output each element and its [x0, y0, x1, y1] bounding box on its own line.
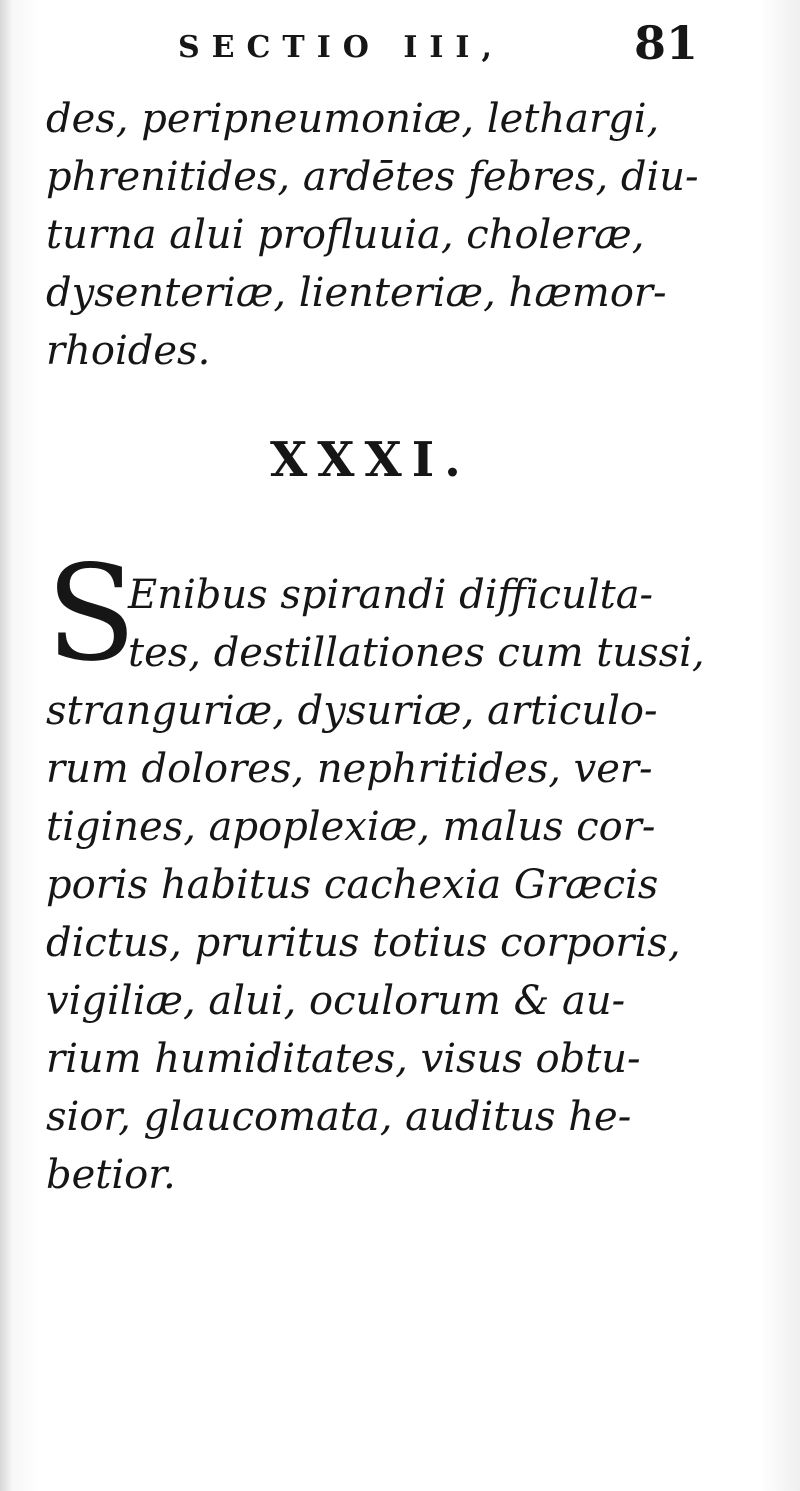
body-paragraph	[46, 566, 705, 1204]
text-line: rum dolores, nephritides, ver-	[46, 746, 653, 792]
text-line: rium humiditates, visus obtu-	[46, 1036, 641, 1082]
text-line: dysenteriæ, lienteriæ, hæmor-	[46, 270, 667, 316]
text-line: turna alui profluuia, choleræ,	[46, 212, 645, 258]
text-line: betior.	[46, 1152, 176, 1198]
text-line: vigiliæ, alui, oculorum & au-	[46, 978, 626, 1024]
top-paragraph	[46, 90, 699, 380]
text-line: rhoides.	[46, 328, 211, 374]
text-line: tigines, apoplexiæ, malus cor-	[46, 804, 656, 850]
text-line: des, peripneumoniæ, lethargi,	[46, 96, 660, 142]
text-line: sior, glaucomata, auditus he-	[46, 1094, 632, 1140]
text-line: Enibus spirandi difficulta-	[128, 572, 654, 618]
aphorism-heading: XXXI.	[270, 432, 471, 488]
text-line: stranguriæ, dysuriæ, articulo-	[46, 688, 658, 734]
running-head	[178, 16, 738, 84]
text-line: poris habitus cachexia Græcis	[46, 862, 659, 908]
page-number: 81	[634, 16, 699, 70]
section-title: SECTIO III,	[178, 30, 504, 65]
page-gutter-shadow	[0, 0, 12, 1491]
text-line: dictus, pruritus totius corporis,	[46, 920, 681, 966]
text-line: phrenitides, ardētes febres, diu-	[46, 154, 699, 200]
text-line: tes, destillationes cum tussi,	[128, 630, 705, 676]
drop-cap: S	[46, 537, 137, 691]
